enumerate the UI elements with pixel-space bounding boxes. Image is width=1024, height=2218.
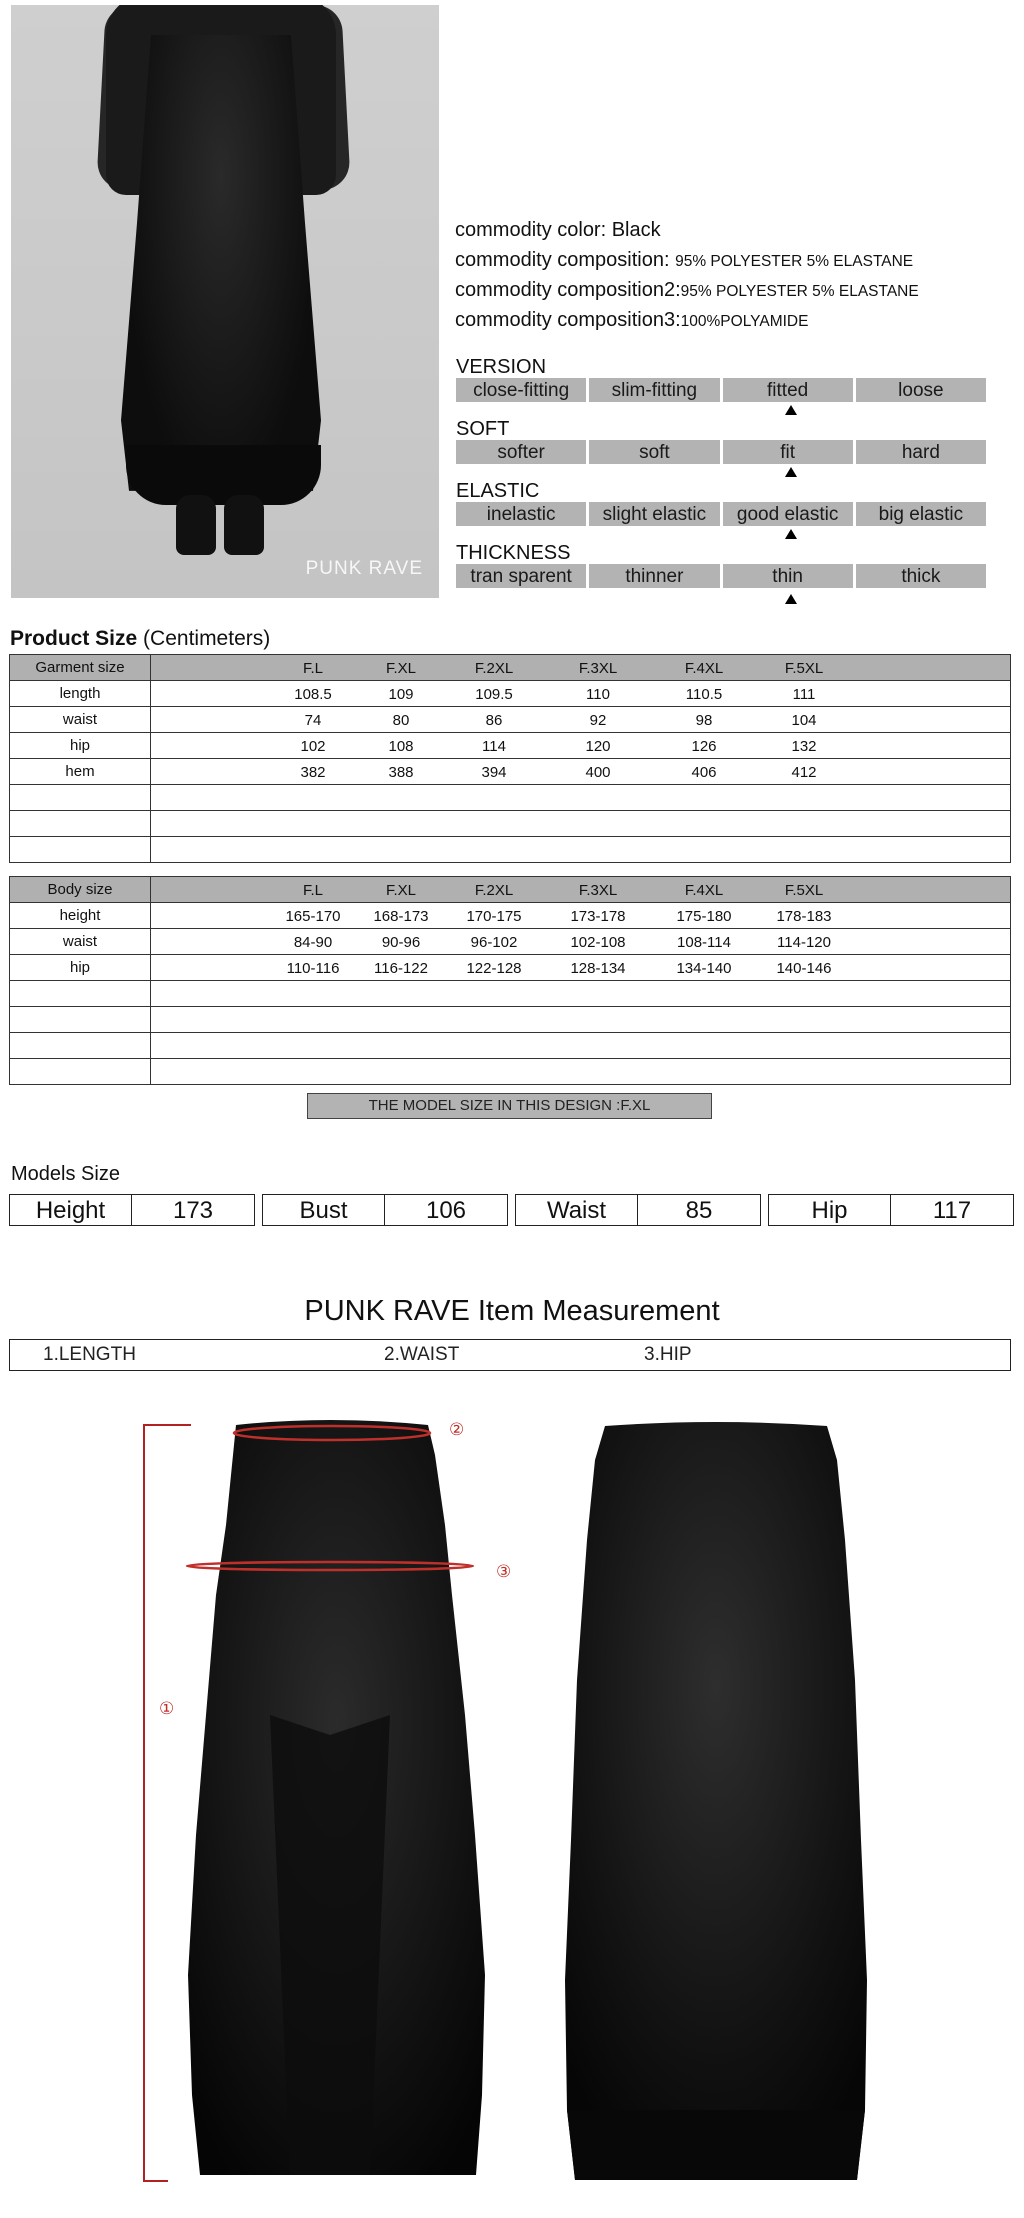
composition2-value: 95% POLYESTER 5% ELASTANE [680, 283, 919, 300]
cell: 394 [481, 763, 507, 781]
table-row [10, 759, 1011, 785]
cell: 96-102 [470, 933, 518, 951]
measure-item-hip: 3.HIP [644, 1344, 692, 1365]
cell: 132 [791, 737, 817, 755]
cell: 90-96 [381, 933, 421, 951]
product-photo-model [11, 5, 439, 598]
attribute-scales [456, 356, 986, 604]
row-label: hip [10, 733, 151, 759]
attr-title: THICKNESS [456, 542, 571, 564]
length-bracket-line [143, 1424, 145, 2182]
brand-watermark: PUNK RAVE [305, 558, 423, 579]
model-measure-height [9, 1194, 255, 1226]
garment-size-table [9, 654, 1011, 863]
commodity-composition [455, 245, 919, 275]
model-measure-bust [262, 1194, 508, 1226]
attr-option: loose [856, 378, 986, 402]
attr-option: close-fitting [456, 378, 586, 402]
cell: 178-183 [776, 907, 832, 925]
model-measure-hip [768, 1194, 1014, 1226]
cell: 109 [388, 685, 414, 703]
size-col: F.XL [385, 659, 417, 677]
attr-title: VERSION [456, 356, 547, 378]
cell: 382 [300, 763, 326, 781]
commodity-info [455, 215, 919, 335]
attr-version [456, 356, 986, 418]
cell: 114 [482, 737, 506, 755]
size-col: F.5XL [784, 881, 824, 899]
composition3-label: commodity composition3: [455, 309, 681, 331]
row-label: hip [10, 955, 151, 981]
table-row [10, 733, 1011, 759]
attr-option-selected: good elastic [723, 502, 853, 526]
attr-option: slight elastic [589, 502, 719, 526]
attr-option: inelastic [456, 502, 586, 526]
attr-option-selected: thin [723, 564, 853, 588]
cell: 406 [691, 763, 717, 781]
measure-label: Bust [263, 1195, 385, 1225]
row-label: waist [10, 707, 151, 733]
cell: 102-108 [570, 933, 626, 951]
size-col: F.L [302, 881, 324, 899]
size-col: F.L [302, 659, 324, 677]
row-label: height [10, 903, 151, 929]
commodity-color-label: commodity color: [455, 219, 612, 241]
cell: 110 [586, 685, 610, 703]
attr-option: big elastic [856, 502, 986, 526]
measure-label: Waist [516, 1195, 638, 1225]
shoe-left [176, 495, 216, 555]
size-col: F.4XL [684, 659, 724, 677]
shoe-right [224, 495, 264, 555]
product-size-unit: (Centimeters) [143, 627, 271, 650]
table-header-label: Garment size [10, 655, 151, 681]
row-label: hem [10, 759, 151, 785]
attr-title: SOFT [456, 418, 510, 440]
table-header-row [10, 877, 1011, 903]
attr-option: thick [856, 564, 986, 588]
size-col: F.3XL [578, 881, 618, 899]
cell: 84-90 [293, 933, 333, 951]
cell: 80 [392, 711, 410, 729]
measure-item-waist: 2.WAIST [384, 1344, 460, 1365]
cell: 140-146 [776, 959, 832, 977]
size-col: F.XL [385, 881, 417, 899]
attr-soft [456, 418, 986, 480]
composition-value: 95% POLYESTER 5% ELASTANE [675, 253, 914, 270]
composition3-value: 100%POLYAMIDE [680, 313, 809, 330]
cell: 110.5 [685, 685, 723, 703]
table-row-empty [10, 1007, 1011, 1033]
body-size-table [9, 876, 1011, 1085]
cell: 134-140 [676, 959, 732, 977]
skirt-front-diagram [130, 1415, 530, 2195]
cell: 412 [791, 763, 817, 781]
composition-label: commodity composition: [455, 249, 676, 271]
attr-option: hard [856, 440, 986, 464]
measure-label: Height [10, 1195, 132, 1225]
cell: 400 [585, 763, 611, 781]
measure-label: Hip [769, 1195, 891, 1225]
commodity-composition2 [455, 275, 919, 305]
table-row [10, 929, 1011, 955]
attr-elastic [456, 480, 986, 542]
table-header-row [10, 655, 1011, 681]
attr-option: soft [589, 440, 719, 464]
cell: 110-116 [286, 959, 340, 977]
skirt-back-diagram [555, 1420, 875, 2190]
table-header-label: Body size [10, 877, 151, 903]
attr-option: softer [456, 440, 586, 464]
row-label: waist [10, 929, 151, 955]
cell: 168-173 [373, 907, 429, 925]
measure-value: 106 [425, 1197, 467, 1224]
cell: 102 [300, 737, 326, 755]
cell: 114-120 [777, 933, 831, 951]
cell: 104 [791, 711, 817, 729]
measure-value: 85 [685, 1197, 713, 1224]
cell: 92 [589, 711, 607, 729]
table-row-empty [10, 785, 1011, 811]
model-shoes [176, 495, 266, 555]
measurement-legend [9, 1339, 1011, 1371]
attr-option: slim-fitting [589, 378, 719, 402]
attr-thickness [456, 542, 986, 604]
cell: 74 [304, 711, 322, 729]
model-size-note: THE MODEL SIZE IN THIS DESIGN :F.XL [307, 1093, 712, 1119]
table-row [10, 955, 1011, 981]
skirt-front-worn [121, 35, 321, 505]
cell: 120 [585, 737, 611, 755]
model-measure-waist [515, 1194, 761, 1226]
measure-value: 117 [932, 1197, 972, 1224]
composition2-label: commodity composition2: [455, 279, 681, 301]
table-row-empty [10, 837, 1011, 863]
size-col: F.3XL [578, 659, 618, 677]
size-col: F.5XL [784, 659, 824, 677]
models-size-title: Models Size [11, 1163, 120, 1185]
marker-2-icon: ② [449, 1420, 465, 1439]
cell: 175-180 [676, 907, 732, 925]
table-row-empty [10, 1059, 1011, 1085]
table-row-empty [10, 1033, 1011, 1059]
attr-option: thinner [589, 564, 719, 588]
cell: 98 [695, 711, 713, 729]
cell: 165-170 [285, 907, 341, 925]
models-size-boxes [9, 1194, 1014, 1226]
length-bracket-top [143, 1424, 191, 1426]
cell: 108-114 [677, 933, 731, 951]
row-label: length [10, 681, 151, 707]
cell: 108.5 [294, 685, 332, 703]
commodity-composition3 [455, 305, 919, 335]
table-row-empty [10, 981, 1011, 1007]
measure-value: 173 [172, 1197, 214, 1224]
cell: 388 [388, 763, 414, 781]
size-col: F.4XL [684, 881, 724, 899]
marker-1-icon: ① [159, 1699, 175, 1718]
attr-option-selected: fit [723, 440, 853, 464]
commodity-color-value: Black [611, 219, 661, 241]
cell: 111 [792, 685, 816, 703]
cell: 126 [691, 737, 717, 755]
size-col: F.2XL [474, 881, 514, 899]
cell: 108 [388, 737, 414, 755]
cell: 109.5 [475, 685, 513, 703]
cell: 122-128 [466, 959, 522, 977]
commodity-color [455, 215, 919, 245]
measure-item-length: 1.LENGTH [43, 1344, 136, 1365]
size-col: F.2XL [474, 659, 514, 677]
cell: 173-178 [570, 907, 626, 925]
product-size-heading: Product Size [10, 627, 138, 650]
measurement-title: PUNK RAVE Item Measurement [304, 1295, 720, 1327]
product-size-title [10, 627, 270, 651]
triangle-up-marker-icon [785, 594, 797, 604]
table-row-empty [10, 811, 1011, 837]
attr-title: ELASTIC [456, 480, 540, 502]
table-row [10, 681, 1011, 707]
cell: 86 [485, 711, 503, 729]
table-row [10, 903, 1011, 929]
triangle-up-marker-icon [785, 405, 797, 415]
triangle-up-marker-icon [785, 529, 797, 539]
table-row [10, 707, 1011, 733]
triangle-up-marker-icon [785, 467, 797, 477]
attr-option: tran sparent [456, 564, 586, 588]
cell: 116-122 [374, 959, 428, 977]
marker-3-icon: ③ [496, 1562, 512, 1581]
length-bracket-bottom [143, 2180, 168, 2182]
cell: 128-134 [570, 959, 626, 977]
cell: 170-175 [466, 907, 522, 925]
attr-option-selected: fitted [723, 378, 853, 402]
